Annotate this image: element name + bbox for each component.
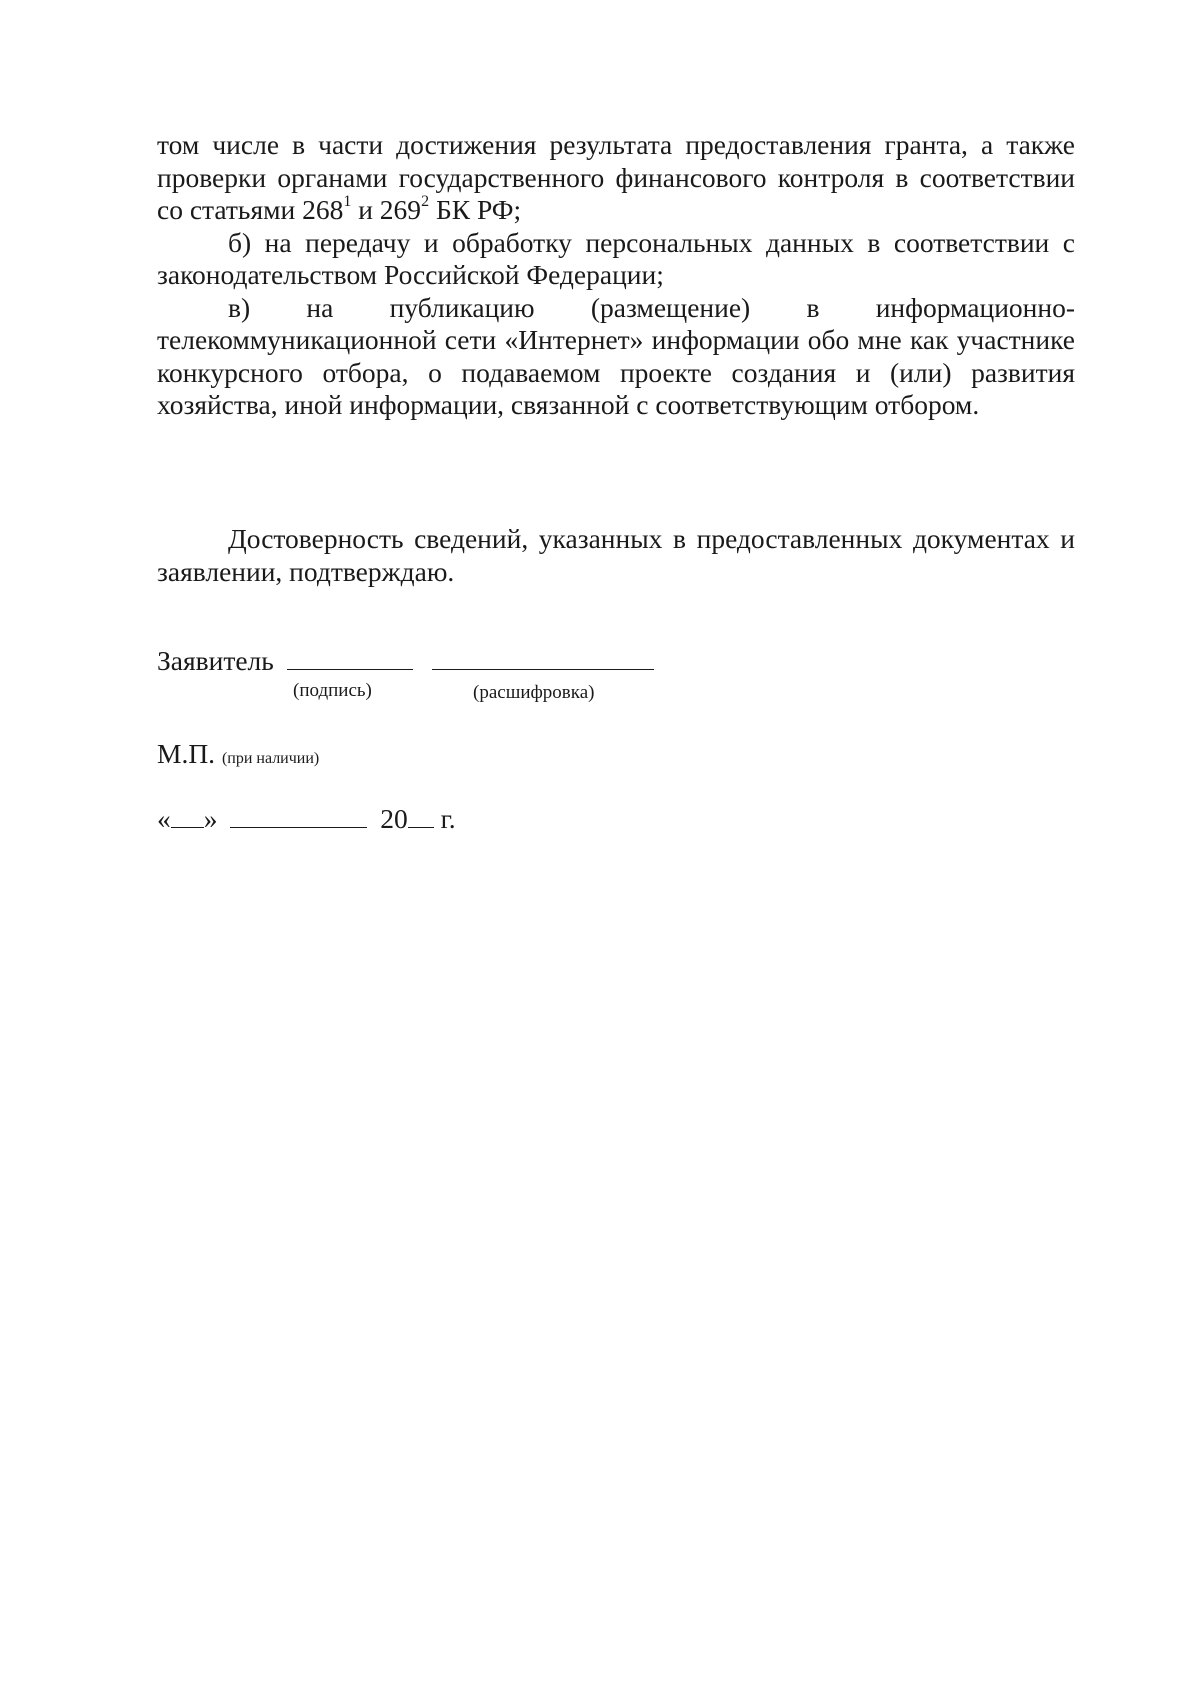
signature-row [157, 645, 654, 677]
confirmation-block [157, 523, 1075, 588]
date-close-quote: » [203, 803, 218, 834]
year-line [408, 803, 434, 828]
year-suffix: г. [440, 803, 456, 834]
year-prefix: 20 [380, 803, 408, 834]
paragraph-b: б) на передачу и обработку персональных данных в соответствии с законодательством Российской Федерации; [157, 226, 1075, 290]
superscript-1: 1 [343, 192, 352, 210]
decoding-caption: (расшифровка) [473, 682, 595, 703]
paragraph-continuation-end: БК РФ; [429, 194, 522, 225]
stamp-label: М.П. [157, 738, 216, 769]
date-row [157, 803, 456, 835]
decoding-line [432, 645, 654, 670]
paragraph-continuation [157, 129, 1075, 227]
confirmation-text: Достоверность сведений, указанных в предоставленных документах и заявлении, подтверждаю. [157, 523, 1075, 587]
paragraph-continuation-text: том числе в части достижения результата предоставления гранта, а также проверки органами государственного финансового контроля в соответствии со статьями 268 [157, 129, 1075, 225]
date-open-quote: « [157, 803, 171, 834]
signature-caption: (подпись) [293, 680, 372, 701]
signature-line [287, 645, 413, 670]
month-line [230, 803, 367, 828]
day-line [171, 803, 204, 828]
paragraph-continuation-mid: и 269 [351, 194, 422, 225]
stamp-note: (при наличии) [221, 750, 320, 767]
applicant-label: Заявитель [157, 645, 274, 676]
paragraph-v: в) на публикацию (размещение) в информационно-телекоммуникационной сети «Интернет» информации обо мне как участнике конкурсного отбора, о подаваемом проекте создания и (или) развития хозяйства, иной информации, связанной с соответствующим отбором. [157, 291, 1075, 420]
superscript-2: 2 [421, 192, 430, 210]
consent-list [157, 129, 1075, 422]
stamp-place [157, 738, 319, 775]
